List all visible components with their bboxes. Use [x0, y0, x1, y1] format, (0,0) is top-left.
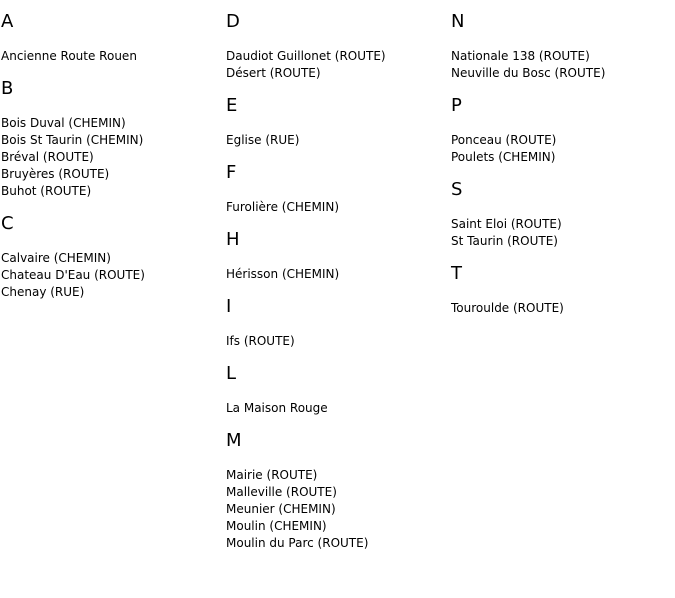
street-list — [451, 132, 675, 166]
letter-heading: F — [226, 162, 237, 183]
street-item: Bois Duval (CHEMIN) — [1, 116, 126, 130]
letter-heading: N — [451, 11, 465, 32]
street-item: Bréval (ROUTE) — [1, 150, 94, 164]
street-item: Ponceau (ROUTE) — [451, 133, 557, 147]
index-column-1 — [1, 0, 226, 314]
letter-group — [451, 179, 675, 250]
street-item: Furolière (CHEMIN) — [226, 200, 339, 214]
street-item: Eglise (RUE) — [226, 133, 300, 147]
street-list — [451, 300, 675, 317]
letter-group — [226, 162, 451, 216]
street-item: Touroulde (ROUTE) — [451, 301, 564, 315]
street-item: Saint Eloi (ROUTE) — [451, 217, 562, 231]
street-item: Buhot (ROUTE) — [1, 184, 92, 198]
street-item: Hérisson (CHEMIN) — [226, 267, 340, 281]
street-list — [226, 48, 451, 82]
letter-group — [451, 95, 675, 166]
letter-heading: D — [226, 11, 240, 32]
street-item: Meunier (CHEMIN) — [226, 502, 336, 516]
letter-heading: C — [1, 213, 14, 234]
street-item: Moulin (CHEMIN) — [226, 519, 327, 533]
street-item: Chenay (RUE) — [1, 285, 85, 299]
letter-heading: P — [451, 95, 462, 116]
letter-heading: T — [451, 263, 462, 284]
street-item: Malleville (ROUTE) — [226, 485, 337, 499]
letter-group — [1, 11, 226, 65]
street-item: Mairie (ROUTE) — [226, 468, 318, 482]
street-list — [226, 400, 451, 417]
letter-heading: I — [226, 296, 232, 317]
street-list — [226, 467, 451, 552]
street-list — [226, 333, 451, 350]
street-item: Ifs (ROUTE) — [226, 334, 295, 348]
street-list — [1, 115, 226, 200]
street-list — [226, 199, 451, 216]
letter-heading: A — [1, 11, 14, 32]
letter-group — [226, 363, 451, 417]
street-list — [226, 132, 451, 149]
street-list — [451, 48, 675, 82]
street-item: Chateau D'Eau (ROUTE) — [1, 268, 145, 282]
letter-group — [226, 296, 451, 350]
letter-group — [1, 78, 226, 200]
street-list — [1, 48, 226, 65]
letter-group — [451, 263, 675, 317]
street-item: Désert (ROUTE) — [226, 66, 321, 80]
street-item: St Taurin (ROUTE) — [451, 234, 558, 248]
street-list — [451, 216, 675, 250]
street-item: Ancienne Route Rouen — [1, 49, 137, 63]
street-list — [1, 250, 226, 301]
letter-group — [1, 213, 226, 301]
street-item: Calvaire (CHEMIN) — [1, 251, 111, 265]
letter-group — [226, 229, 451, 283]
letter-heading: S — [451, 179, 463, 200]
letter-heading: B — [1, 78, 14, 99]
letter-group — [226, 11, 451, 82]
letter-group — [451, 11, 675, 82]
street-item: Bois St Taurin (CHEMIN) — [1, 133, 144, 147]
street-list — [226, 266, 451, 283]
street-item: Daudiot Guillonet (ROUTE) — [226, 49, 386, 63]
street-item: Bruyères (ROUTE) — [1, 167, 110, 181]
street-item: La Maison Rouge — [226, 401, 328, 415]
letter-heading: E — [226, 95, 238, 116]
letter-group — [226, 95, 451, 149]
street-item: Poulets (CHEMIN) — [451, 150, 556, 164]
letter-group — [226, 430, 451, 552]
letter-heading: M — [226, 430, 242, 451]
index-column-2 — [226, 0, 451, 565]
index-column-3 — [451, 0, 675, 330]
street-item: Neuville du Bosc (ROUTE) — [451, 66, 606, 80]
letter-heading: H — [226, 229, 240, 250]
street-item: Moulin du Parc (ROUTE) — [226, 536, 369, 550]
letter-heading: L — [226, 363, 237, 384]
street-item: Nationale 138 (ROUTE) — [451, 49, 590, 63]
